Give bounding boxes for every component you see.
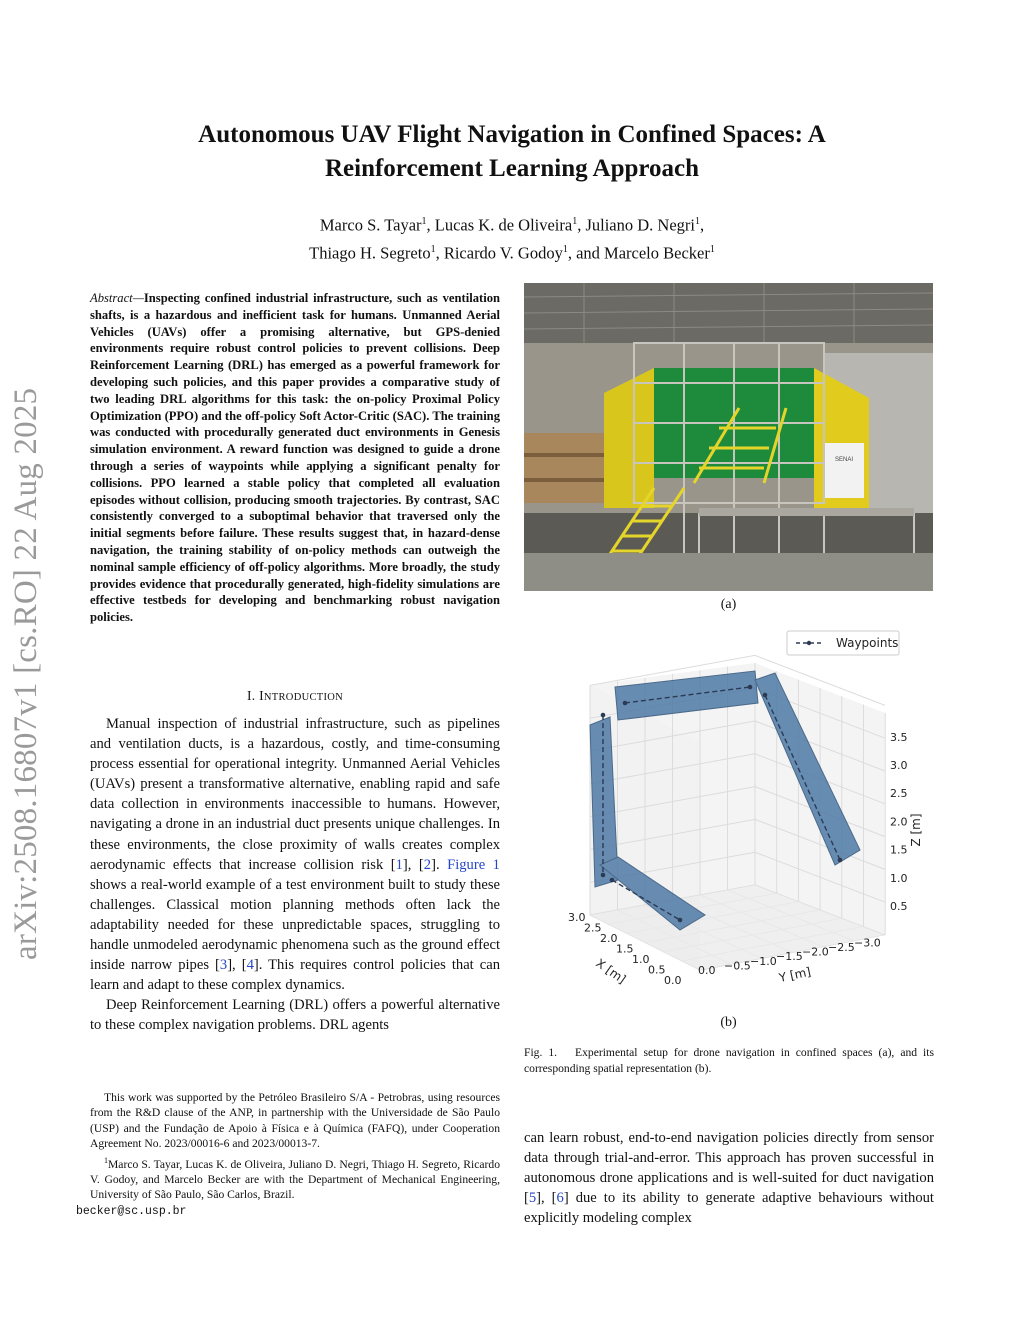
author: Lucas K. de Oliveira [434, 215, 573, 235]
author: Marco S. Tayar [319, 215, 422, 235]
x-tick-label: 1.0 [632, 953, 650, 966]
y-tick-label: 0.0 [698, 964, 716, 977]
author-list [120, 210, 904, 265]
affiliation-mark: 1 [430, 243, 436, 255]
abstract [90, 290, 500, 626]
z-tick-label: 1.0 [890, 871, 908, 885]
affiliation-mark: 1 [709, 243, 715, 255]
author: Thiago H. Segreto [309, 243, 431, 262]
abstract-text: Inspecting confined industrial infrastructure, such as ventilation shafts, is a hazardous and inefficient task for humans. Unmanned Aerial Vehicles (UAVs) offer a promising alternative, but GPS-denied environments require robust control policies to prevent collisions. Deep Reinforcement Learning (DRL) has emerged as a powerful framework for developing such policies, and this paper provides a comparative study of two leading DRL algorithms for this task: the on-policy Proximal Policy Optimization (PPO) and the off-policy Soft Actor-Critic (SAC). The training was conducted with procedurally generated duct environments in Genesis simulation environment. A reward function was designed to guide a drone through a series of waypoints while applying a significant penalty for collisions. PPO learned a stable policy that completed all evaluation episodes without collision, producing smooth trajectories. By contrast, SAC consistently converged to a suboptimal behavior that traversed only the initial segments before failure. These results suggest that, in hazard-dense navigation, the training stability of on-policy methods can outweigh the nominal sample efficiency of off-policy algorithms. More broadly, the study provides evidence that procedurally generated, high-fidelity simulations are effective testbeds for developing and benchmarking robust navigation policies. [90, 291, 500, 625]
author: Juliano D. Negri [585, 215, 695, 235]
title-line-2: Reinforcement Learning Approach [324, 155, 700, 182]
author: and Marcelo Becker [576, 243, 710, 262]
photo-sign-text: SENAI [834, 457, 854, 463]
paragraph: Manual inspection of industrial infrastructure, such as pipelines and ventilation ducts, is a hazardous, costly, and time-consuming process essential for operational integrity. Unmanned Aerial Vehicles (UAVs) present a transformative alternative, enabling rapid and safe data collection in environments inaccessible to humans. However, navigating a drone in an industrial duct presents unique challenges. In these environments, the close proximity of walls creates complex aerodynamic effects that increase collision risk [1], [2]. Figure 1 shows a real-world example of a test environment built to study these challenges. Classical motion planning methods often lack the adaptability needed for these unpredictable spaces, struggling to handle unmodeled aerodynamic phenomena such as the ground effect inside narrow pipes [3], [4]. This requires control policies that can learn and adapt to these complex dynamics. [90, 716, 500, 994]
citation-link[interactable]: 6 [556, 1190, 564, 1207]
arxiv-identifier: arXiv:2508.16807v1 [cs.RO] 22 Aug 2025 [8, 387, 44, 960]
paragraph: Deep Reinforcement Learning (DRL) offers a powerful alternative to these complex navigation problems. DRL agents [90, 997, 500, 1034]
y-tick-label: −0.5 [724, 959, 751, 973]
right-column-body: can learn robust, end-to-end navigation policies directly from sensor data through trial-and-error. This approach has proven successful in autonomous drone applications and is well-suited for duct navigation [5], [6] due to its ability to generate adaptive behaviours without explicitly modeling complex [524, 1130, 934, 1227]
figure-caption-text: Experimental setup for drone navigation in confined spaces (a), and its corresponding spatial representation (b). [524, 1046, 934, 1075]
y-tick-label: −1.5 [776, 950, 803, 964]
x-tick-label: 0.5 [648, 963, 666, 977]
z-tick-label: 2.0 [890, 815, 908, 829]
introduction-body [90, 714, 500, 1036]
legend-entry-waypoints: Waypoints [836, 636, 899, 650]
y-tick-label: −2.0 [802, 945, 829, 959]
citation-link[interactable]: 4 [246, 957, 254, 974]
figure-caption [524, 1045, 934, 1076]
x-tick-label: 2.0 [600, 932, 618, 945]
y-tick-label: −3.0 [854, 936, 881, 950]
z-tick-label: 3.0 [890, 759, 908, 772]
authors-line-2: Thiago H. Segreto$^1$, Ricardo V. Godoy$^1$, and Marcelo Becker$^1$ [309, 243, 715, 262]
affiliation-footnote: $^1$Marco S. Tayar, Lucas K. de Oliveira, Juliano D. Negri, Thiago H. Segreto, Ricardo V. Godoy, and Marcelo Becker are with the Department of Mechanical Engineering, University of São Paulo, São Carlos, Brazil. becker@sc.usp.br [76, 1155, 500, 1218]
abstract-dash: — [132, 291, 144, 305]
authors-line-1: Marco S. Tayar$^1$, Lucas K. de Oliveira$^1$, Juliano D. Negri$^1$, [319, 215, 705, 235]
figure-caption-label: Fig. 1. [524, 1046, 558, 1059]
subfigure-label-b: (b) [720, 1015, 737, 1030]
affiliation-mark: 1 [572, 216, 578, 227]
figure-link[interactable]: Figure 1 [447, 856, 500, 873]
legend [787, 631, 899, 655]
x-axis-label: X [m] [593, 955, 629, 987]
citation-link[interactable]: 1 [395, 856, 403, 873]
z-axis-label: Z [m] [909, 813, 923, 847]
funding-footnote: This work was supported by the Petróleo Brasileiro S/A - Petrobras, using resources from the R&D clause of the ANP, in partnership with the Universidade de São Paulo (USP) and the Fundação de Apoio à Física e à Química (FAFQ), under Cooperation Agreement No. 2023/00016-6 and 2023/00013-7. [90, 1091, 500, 1151]
x-tick-label: 3.0 [568, 911, 586, 924]
z-tick-label: 0.5 [890, 900, 908, 913]
x-tick-label: 1.5 [616, 942, 634, 956]
x-tick-label: 2.5 [584, 921, 602, 935]
affiliation-mark: 1 [562, 243, 568, 255]
y-axis-label: Y [m] [777, 964, 813, 985]
duct-3d-plot [540, 625, 940, 1010]
subfigure-label-a: (a) [720, 597, 737, 612]
citation-link[interactable]: 5 [528, 1190, 537, 1207]
z-tick-label: 3.5 [890, 730, 908, 744]
title-line-1: Autonomous UAV Flight Navigation in Confined Spaces: A [198, 121, 826, 148]
paper-title [80, 118, 944, 186]
footnotes [76, 1090, 500, 1220]
x-tick-label: 0.0 [664, 974, 682, 987]
citation-link[interactable]: 3 [219, 957, 228, 974]
y-tick-label: −2.5 [828, 941, 855, 954]
section-title-rest: NTRODUCTION [263, 692, 344, 703]
section-number: I. [246, 688, 256, 703]
contact-email[interactable]: becker@sc.usp.br [76, 1204, 187, 1218]
test-rig-illustration [524, 283, 933, 591]
test-rig-photo [524, 283, 933, 591]
affiliation-mark: 1 [695, 216, 700, 227]
section-heading-introduction [90, 688, 500, 704]
citation-link[interactable]: 2 [423, 856, 432, 873]
author: Ricardo V. Godoy [443, 243, 563, 262]
abstract-label: Abstract [90, 291, 133, 305]
y-tick-label: −1.0 [750, 954, 777, 968]
affiliation-mark: 1 [421, 216, 427, 227]
plot-canvas [540, 625, 940, 1010]
z-tick-label: 1.5 [890, 843, 908, 857]
z-tick-label: 2.5 [890, 787, 908, 801]
section-title-initial: I [259, 688, 264, 703]
